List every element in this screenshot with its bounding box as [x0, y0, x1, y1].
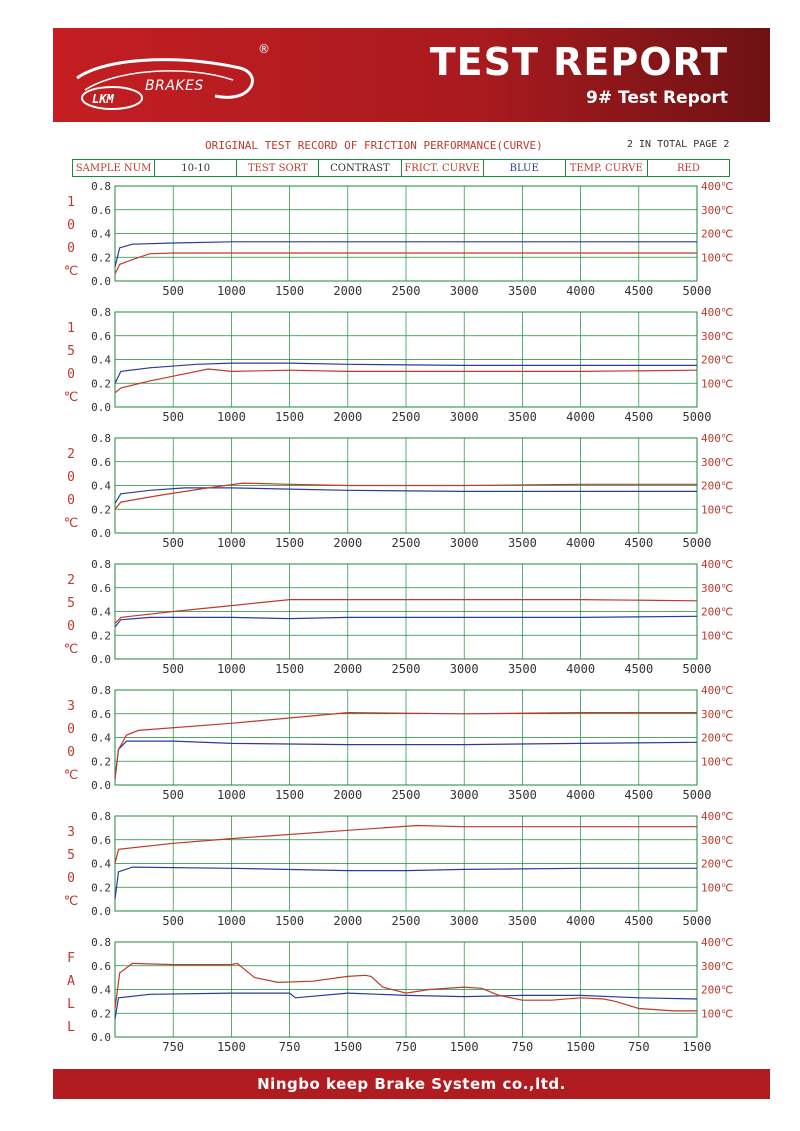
info-label-sample-num: SAMPLE NUM: [73, 160, 155, 176]
x-tick: 500: [162, 410, 185, 424]
y-right-tick: 400℃: [701, 180, 734, 193]
chart-panel-0: [64, 180, 734, 298]
x-tick: 3000: [449, 788, 479, 802]
y-left-tick: 0.0: [91, 1031, 111, 1044]
panel-label-char: ℃: [63, 516, 79, 531]
y-left-tick: 0.2: [91, 1007, 111, 1021]
y-right-tick: 100℃: [701, 1007, 734, 1021]
y-left-tick: 0.4: [91, 983, 111, 997]
panel-label-char: L: [67, 997, 75, 1012]
x-tick: 2000: [333, 662, 363, 676]
panel-label-char: ℃: [63, 642, 79, 657]
x-tick: 1000: [216, 914, 246, 928]
x-tick: 5000: [682, 536, 712, 550]
info-label-test-sort: TEST SORT: [237, 160, 319, 176]
x-tick: 3500: [507, 536, 537, 550]
x-tick: 1500: [275, 410, 305, 424]
y-left-tick: 0.4: [91, 731, 111, 745]
panel-label-char: ℃: [63, 894, 79, 909]
logo-lkm: LKM: [92, 92, 114, 106]
x-tick: 4500: [624, 284, 654, 298]
x-tick: 3500: [507, 284, 537, 298]
info-value-sample-num: 10-10: [155, 160, 237, 176]
x-tick: 2500: [391, 788, 421, 802]
x-tick: 5000: [682, 914, 712, 928]
x-tick: 2000: [333, 410, 363, 424]
y-right-tick: 300℃: [701, 581, 734, 595]
y-left-tick: 0.8: [91, 558, 111, 571]
x-tick: 4500: [624, 410, 654, 424]
x-tick: 3500: [507, 788, 537, 802]
y-left-tick: 0.0: [91, 275, 111, 288]
y-right-tick: 100℃: [701, 629, 734, 643]
panel-label-char: 0: [67, 619, 75, 634]
y-left-tick: 0.4: [91, 227, 111, 241]
y-left-tick: 0.6: [91, 959, 111, 973]
friction-charts: [0, 180, 800, 1060]
y-left-tick: 0.2: [91, 503, 111, 517]
y-left-tick: 0.6: [91, 707, 111, 721]
chart-panel-5: [64, 810, 734, 928]
panel-label-char: 5: [67, 596, 75, 611]
x-tick: 1500: [333, 1040, 363, 1054]
y-left-tick: 0.4: [91, 857, 111, 871]
y-left-tick: 0.4: [91, 479, 111, 493]
x-tick: 1000: [216, 410, 246, 424]
x-tick: 2000: [333, 284, 363, 298]
panel-label-char: 2: [67, 573, 75, 588]
y-left-tick: 0.8: [91, 684, 111, 697]
y-left-tick: 0.6: [91, 203, 111, 217]
y-left-tick: 0.2: [91, 881, 111, 895]
x-tick: 1000: [216, 536, 246, 550]
x-tick: 500: [162, 662, 185, 676]
y-left-tick: 0.0: [91, 779, 111, 792]
x-tick: 4000: [566, 914, 596, 928]
panel-label-char: A: [67, 974, 75, 989]
x-tick: 2500: [391, 410, 421, 424]
chart-panel-1: [64, 306, 734, 424]
info-value-test-sort: CONTRAST: [319, 160, 401, 176]
info-value-frict-curve: BLUE: [484, 160, 566, 176]
x-tick: 2000: [333, 536, 363, 550]
report-footer: [53, 1069, 770, 1099]
x-tick: 1500: [275, 284, 305, 298]
chart-panel-3: [64, 558, 734, 676]
x-tick: 1000: [216, 788, 246, 802]
y-right-tick: 100℃: [701, 251, 734, 265]
y-left-tick: 0.0: [91, 653, 111, 666]
y-left-tick: 0.6: [91, 833, 111, 847]
info-label-temp-curve: TEMP. CURVE: [566, 160, 648, 176]
y-right-tick: 200℃: [701, 731, 734, 745]
y-right-tick: 200℃: [701, 983, 734, 997]
y-left-tick: 0.0: [91, 905, 111, 918]
x-tick: 4000: [566, 284, 596, 298]
x-tick: 750: [627, 1040, 650, 1054]
y-right-tick: 200℃: [701, 479, 734, 493]
panel-label-char: 0: [67, 871, 75, 886]
y-right-tick: 400℃: [701, 810, 734, 823]
x-tick: 2500: [391, 662, 421, 676]
y-left-tick: 0.8: [91, 432, 111, 445]
y-right-tick: 300℃: [701, 329, 734, 343]
y-right-tick: 100℃: [701, 881, 734, 895]
x-tick: 750: [278, 1040, 301, 1054]
panel-label-char: 0: [67, 722, 75, 737]
x-tick: 3500: [507, 914, 537, 928]
y-left-tick: 0.2: [91, 251, 111, 265]
panel-label-char: ℃: [63, 264, 79, 279]
panel-label-char: ℃: [63, 768, 79, 783]
panel-label-char: 0: [67, 745, 75, 760]
panel-label-char: 0: [67, 241, 75, 256]
company-name: Ningbo keep Brake System co.,ltd.: [257, 1075, 566, 1093]
x-tick: 4000: [566, 536, 596, 550]
y-left-tick: 0.0: [91, 401, 111, 414]
y-right-tick: 200℃: [701, 857, 734, 871]
panel-label-char: F: [67, 951, 75, 966]
y-left-tick: 0.6: [91, 455, 111, 469]
y-right-tick: 200℃: [701, 605, 734, 619]
panel-label-char: 0: [67, 470, 75, 485]
y-right-tick: 200℃: [701, 353, 734, 367]
x-tick: 4000: [566, 662, 596, 676]
page-info: 2 IN TOTAL PAGE 2: [627, 139, 730, 150]
panel-label-char: 0: [67, 367, 75, 382]
y-right-tick: 300℃: [701, 707, 734, 721]
x-tick: 2500: [391, 914, 421, 928]
x-tick: 750: [162, 1040, 185, 1054]
x-tick: 500: [162, 536, 185, 550]
y-right-tick: 300℃: [701, 455, 734, 469]
x-tick: 750: [511, 1040, 534, 1054]
brand-name: BRAKES: [145, 78, 204, 94]
panel-label-char: 3: [67, 825, 75, 840]
x-tick: 1000: [216, 284, 246, 298]
x-tick: 4500: [624, 536, 654, 550]
x-tick: 1500: [275, 662, 305, 676]
x-tick: 3000: [449, 410, 479, 424]
y-left-tick: 0.8: [91, 180, 111, 193]
x-tick: 4000: [566, 410, 596, 424]
x-tick: 3000: [449, 284, 479, 298]
y-right-tick: 100℃: [701, 377, 734, 391]
x-tick: 2000: [333, 914, 363, 928]
y-right-tick: 300℃: [701, 833, 734, 847]
chart-panel-4: [64, 684, 734, 802]
y-right-tick: 400℃: [701, 684, 734, 697]
y-left-tick: 0.2: [91, 629, 111, 643]
y-left-tick: 0.8: [91, 936, 111, 949]
x-tick: 5000: [682, 662, 712, 676]
x-tick: 750: [395, 1040, 417, 1054]
y-right-tick: 300℃: [701, 959, 734, 973]
x-tick: 3500: [507, 410, 537, 424]
info-value-temp-curve: RED: [677, 162, 700, 174]
panel-label-char: 5: [67, 848, 75, 863]
x-tick: 4500: [624, 914, 654, 928]
chart-panel-2: [64, 432, 734, 550]
y-left-tick: 0.6: [91, 581, 111, 595]
brand-logo: [65, 40, 265, 110]
x-tick: 500: [162, 914, 185, 928]
x-tick: 2000: [333, 788, 363, 802]
y-right-tick: 400℃: [701, 558, 734, 571]
report-subtitle: 9# Test Report: [585, 88, 728, 108]
y-left-tick: 0.4: [91, 353, 111, 367]
x-tick: 3000: [449, 536, 479, 550]
x-tick: 4500: [624, 788, 654, 802]
y-left-tick: 0.2: [91, 755, 111, 769]
x-tick: 1500: [682, 1040, 712, 1054]
x-tick: 500: [162, 284, 185, 298]
x-tick: 4500: [624, 662, 654, 676]
y-right-tick: 300℃: [701, 203, 734, 217]
y-left-tick: 0.0: [91, 527, 111, 540]
sample-info-table: [72, 159, 730, 177]
report-title: TEST REPORT: [429, 40, 728, 84]
x-tick: 3500: [507, 662, 537, 676]
panel-label-char: L: [67, 1020, 75, 1035]
x-tick: 1500: [275, 536, 305, 550]
y-right-tick: 100℃: [701, 755, 734, 769]
x-tick: 3000: [449, 662, 479, 676]
chart-panel-6: [67, 936, 733, 1054]
panel-label-char: 2: [67, 447, 75, 462]
y-left-tick: 0.8: [91, 810, 111, 823]
panel-label-char: 1: [67, 195, 75, 210]
x-tick: 2500: [391, 284, 421, 298]
y-right-tick: 400℃: [701, 306, 734, 319]
x-tick: 1500: [275, 914, 305, 928]
y-left-tick: 0.4: [91, 605, 111, 619]
x-tick: 5000: [682, 410, 712, 424]
x-tick: 5000: [682, 788, 712, 802]
panel-label-char: 1: [67, 321, 75, 336]
panel-label-char: 0: [67, 493, 75, 508]
y-left-tick: 0.6: [91, 329, 111, 343]
y-left-tick: 0.8: [91, 306, 111, 319]
x-tick: 2500: [391, 536, 421, 550]
x-tick: 1500: [449, 1040, 479, 1054]
panel-label-char: 5: [67, 344, 75, 359]
panel-label-char: 0: [67, 218, 75, 233]
x-tick: 1500: [275, 788, 305, 802]
x-tick: 5000: [682, 284, 712, 298]
x-tick: 1500: [216, 1040, 246, 1054]
y-right-tick: 400℃: [701, 432, 734, 445]
y-right-tick: 100℃: [701, 503, 734, 517]
x-tick: 3000: [449, 914, 479, 928]
y-right-tick: 400℃: [701, 936, 734, 949]
report-header: [53, 28, 770, 122]
registered-mark: ®: [258, 42, 270, 56]
x-tick: 4000: [566, 788, 596, 802]
x-tick: 1000: [216, 662, 246, 676]
x-tick: 500: [162, 788, 185, 802]
panel-label-char: ℃: [63, 390, 79, 405]
record-title: ORIGINAL TEST RECORD OF FRICTION PERFORMANCE(CURVE): [205, 139, 543, 152]
panel-label-char: 3: [67, 699, 75, 714]
y-right-tick: 200℃: [701, 227, 734, 241]
x-tick: 1500: [566, 1040, 596, 1054]
y-left-tick: 0.2: [91, 377, 111, 391]
info-label-frict-curve: FRICT. CURVE: [402, 160, 484, 176]
